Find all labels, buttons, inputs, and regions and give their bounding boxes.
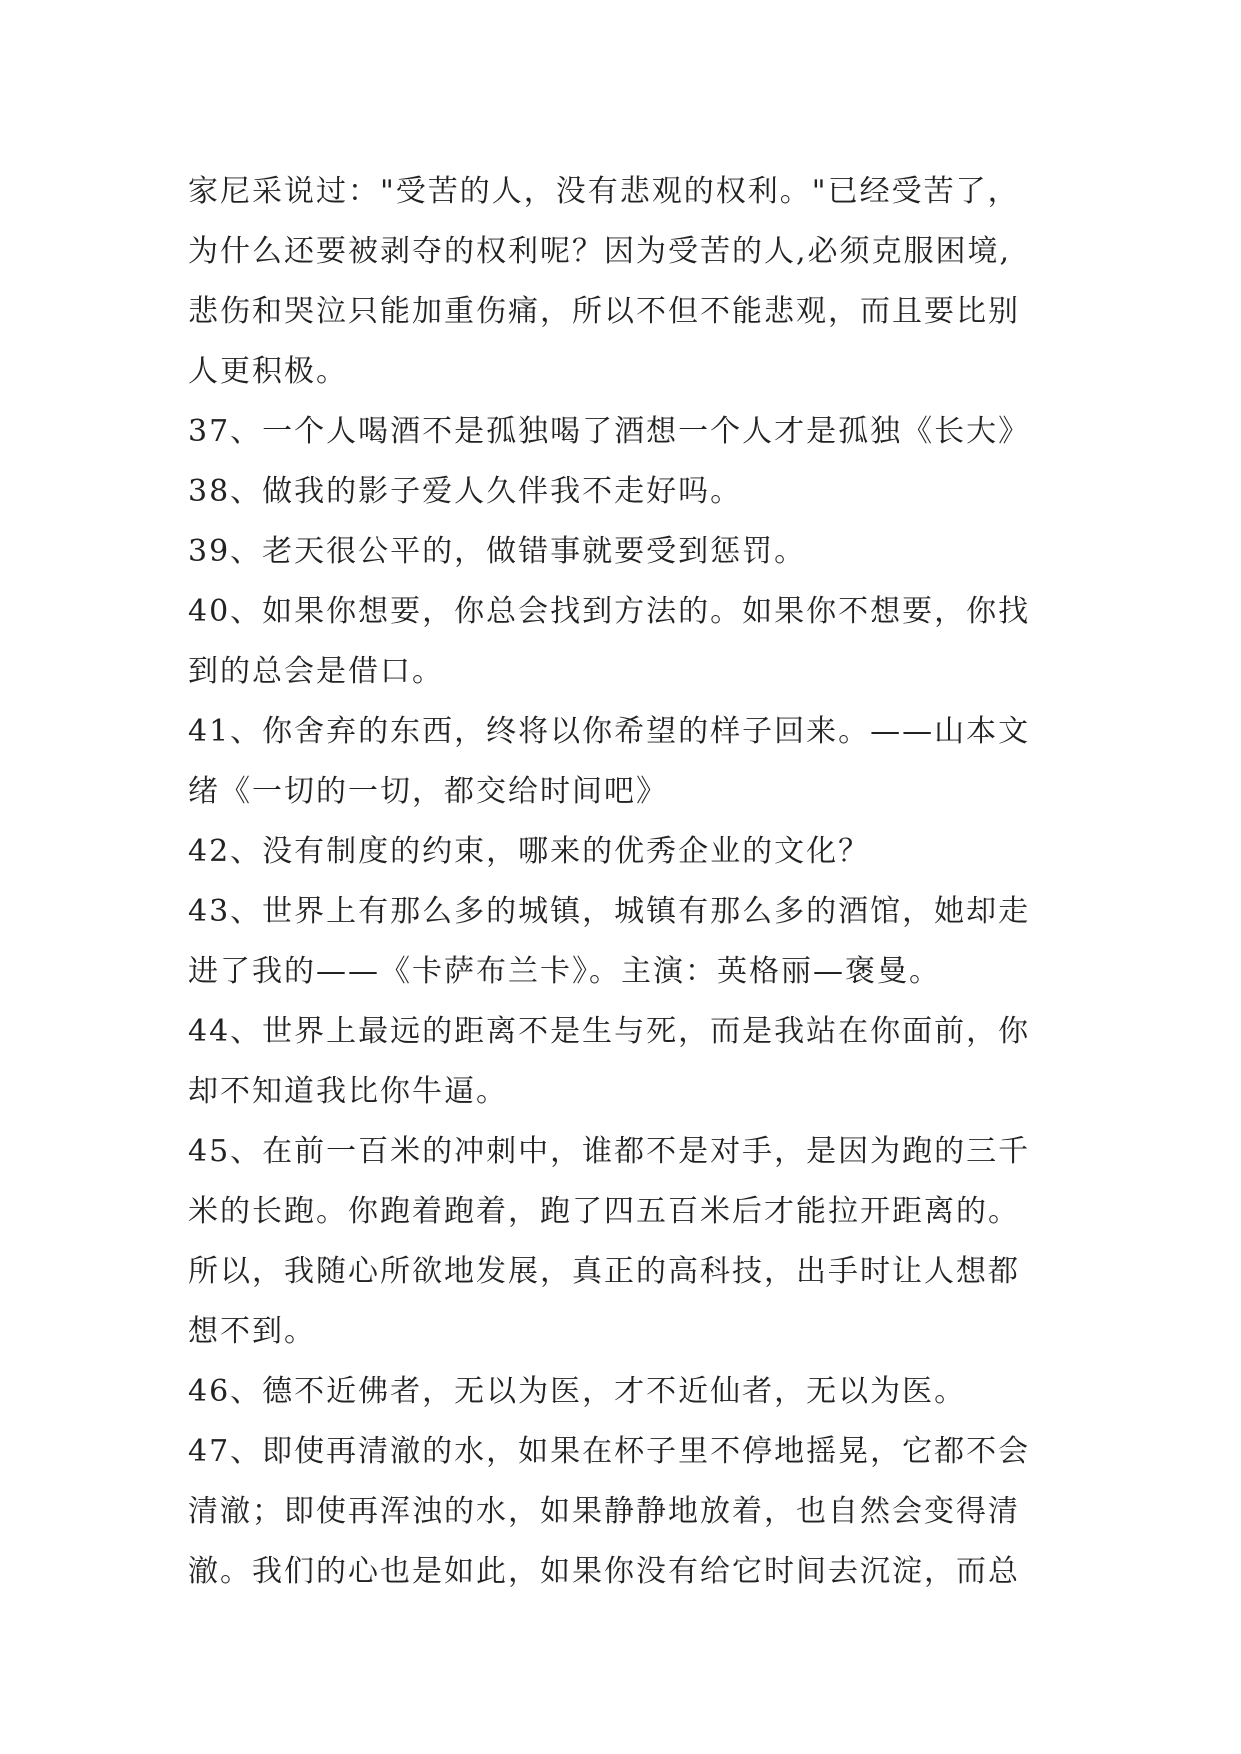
text-line: 41、你舍弃的东西，终将以你希望的样子回来。——山本文 — [188, 714, 1031, 749]
text-line: 进了我的——《卡萨布兰卡》。主演：英格丽—褒曼。 — [188, 954, 941, 989]
text-line: 人更积极。 — [188, 354, 348, 389]
text-line: 却不知道我比你牛逼。 — [188, 1074, 508, 1109]
text-line: 40、如果你想要，你总会找到方法的。如果你不想要，你找 — [188, 594, 1031, 629]
text-line: 44、世界上最远的距离不是生与死，而是我站在你面前，你 — [188, 1014, 1031, 1049]
text-line: 39、老天很公平的，做错事就要受到惩罚。 — [188, 534, 807, 569]
text-line: 42、没有制度的约束，哪来的优秀企业的文化？ — [188, 834, 871, 869]
text-line: 43、世界上有那么多的城镇，城镇有那么多的酒馆，她却走 — [188, 894, 1031, 929]
text-line: 38、做我的影子爱人久伴我不走好吗。 — [188, 474, 743, 509]
text-line: 米的长跑。你跑着跑着，跑了四五百米后才能拉开距离的。 — [188, 1194, 1020, 1229]
text-line: 绪《一切的一切，都交给时间吧》 — [188, 774, 668, 809]
text-line: 清澈；即使再浑浊的水，如果静静地放着，也自然会变得清 — [188, 1494, 1020, 1529]
text-line: 46、德不近佛者，无以为医，才不近仙者，无以为医。 — [188, 1374, 967, 1409]
text-line: 45、在前一百米的冲刺中，谁都不是对手，是因为跑的三千 — [188, 1134, 1031, 1169]
text-line: 家尼采说过："受苦的人，没有悲观的权利。"已经受苦了， — [188, 174, 1020, 209]
text-block — [188, 162, 1088, 1602]
text-line: 到的总会是借口。 — [188, 654, 444, 689]
text-line: 37、一个人喝酒不是孤独喝了酒想一个人才是孤独《长大》 — [188, 414, 1031, 449]
text-line: 悲伤和哭泣只能加重伤痛，所以不但不能悲观，而且要比别 — [188, 294, 1020, 329]
text-line: 47、即使再清澈的水，如果在杯子里不停地摇晃，它都不会 — [188, 1434, 1031, 1469]
text-line: 澈。我们的心也是如此，如果你没有给它时间去沉淀，而总 — [188, 1554, 1020, 1589]
text-line: 所以，我随心所欲地发展，真正的高科技，出手时让人想都 — [188, 1254, 1020, 1289]
text-line: 为什么还要被剥夺的权利呢？因为受苦的人,必须克服困境, — [188, 234, 1012, 269]
text-line: 想不到。 — [188, 1314, 316, 1349]
